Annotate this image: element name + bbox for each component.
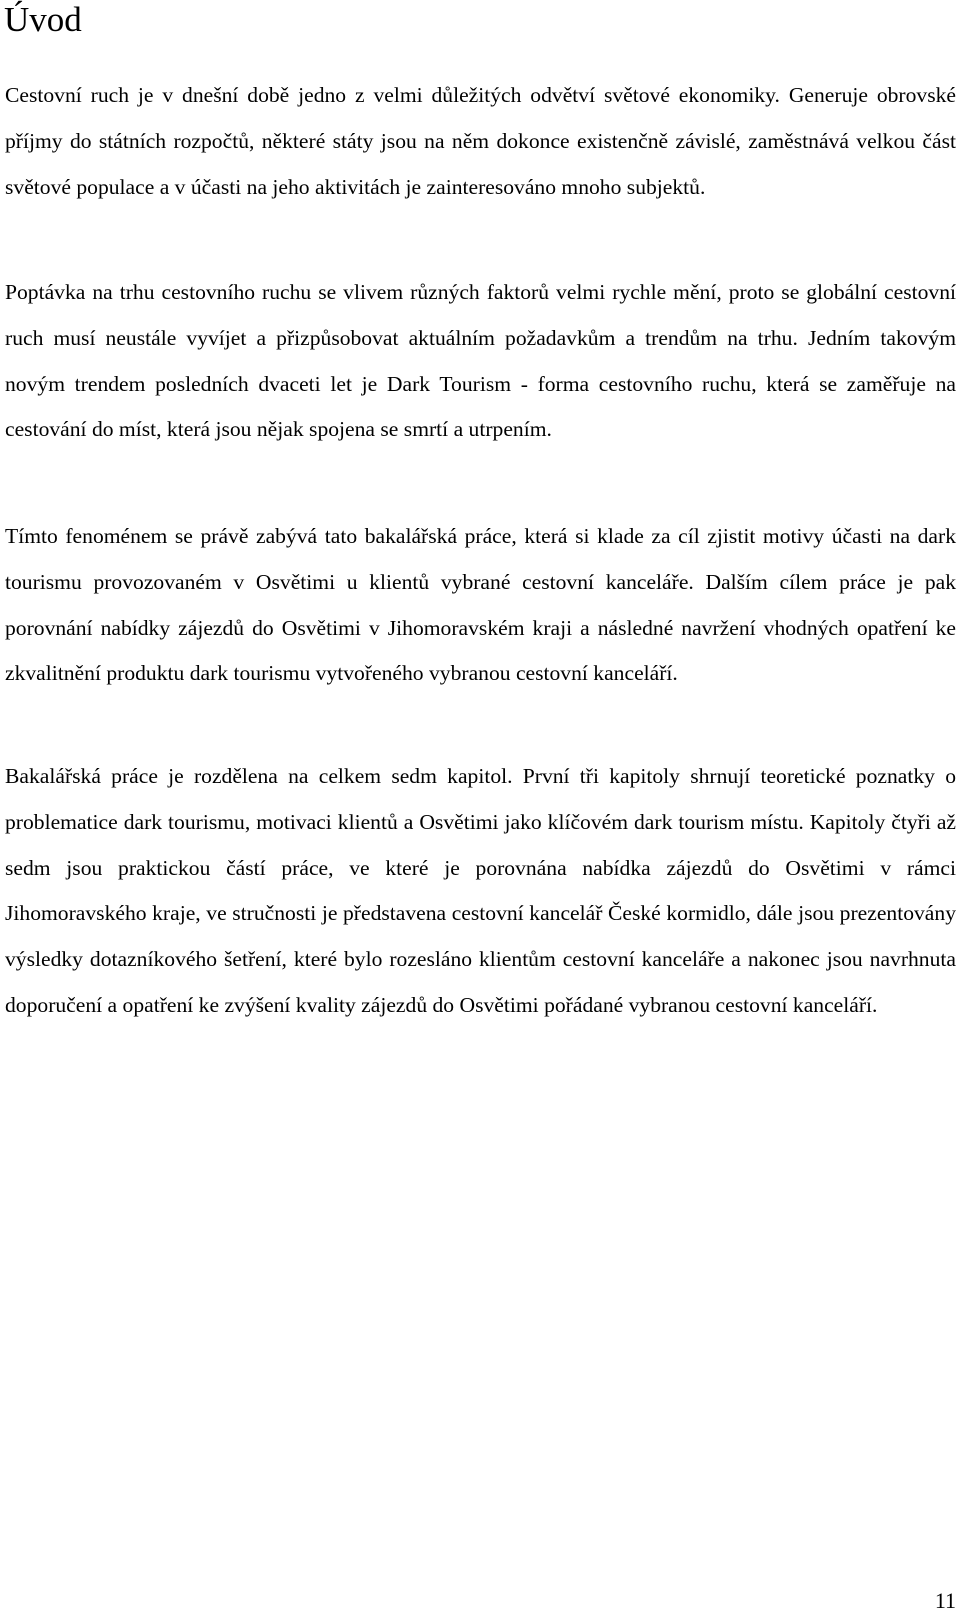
page-number: 11 (934, 1588, 956, 1613)
section-heading: Úvod (4, 0, 82, 39)
paragraph-intro: Cestovní ruch je v dnešní době jedno z velmi důležitých odvětví světové ekonomiky. Generuje obrovské příjmy do státních rozpočtů, některé státy jsou na něm dokonce existenčně závislé, zaměstnává velkou část světové populace a v účasti na jeho aktivitách je zainteresováno mnoho subjektů. (5, 83, 956, 199)
paragraph-demand: Poptávka na trhu cestovního ruchu se vlivem různých faktorů velmi rychle mění, proto se globální cestovní ruch musí neustále vyvíjet a přizpůsobovat aktuálním požadavkům a trendům na trhu. Jedním takovým novým trendem posledních dvaceti let je Dark Tourism - forma cestovního ruchu, která se zaměřuje na cestování do míst, která jsou nějak spojena se smrtí a utrpením. (5, 280, 956, 442)
paragraph-structure: Bakalářská práce je rozdělena na celkem sedm kapitol. První tři kapitoly shrnují teoretické poznatky o problematice dark tourismu, motivaci klientů a Osvětimi jako klíčovém dark tourism místu. Kapitoly čtyři až sedm jsou praktickou částí práce, ve které je porovnána nabídka zájezdů do Osvětimi v rámci Jihomoravského kraje, ve stručnosti je představena cestovní kancelář České kormidlo, dále jsou prezentovány výsledky dotazníkového šetření, které bylo rozesláno klientům cestovní kanceláře a nakonec jsou navrhnuta doporučení a opatření ke zvýšení kvality zájezdů do Osvětimi pořádané vybranou cestovní kanceláří. (5, 764, 956, 1017)
paragraph-aims: Tímto fenoménem se právě zabývá tato bakalářská práce, která si klade za cíl zjistit motivy účasti na dark tourismu provozovaném v Osvětimi u klientů vybrané cestovní kanceláře. Dalším cílem práce je pak porovnání nabídky zájezdů do Osvětimi v Jihomoravském kraji a následné navržení vhodných opatření ke zkvalitnění produktu dark tourismu vytvořeného vybranou cestovní kanceláří. (5, 524, 956, 686)
